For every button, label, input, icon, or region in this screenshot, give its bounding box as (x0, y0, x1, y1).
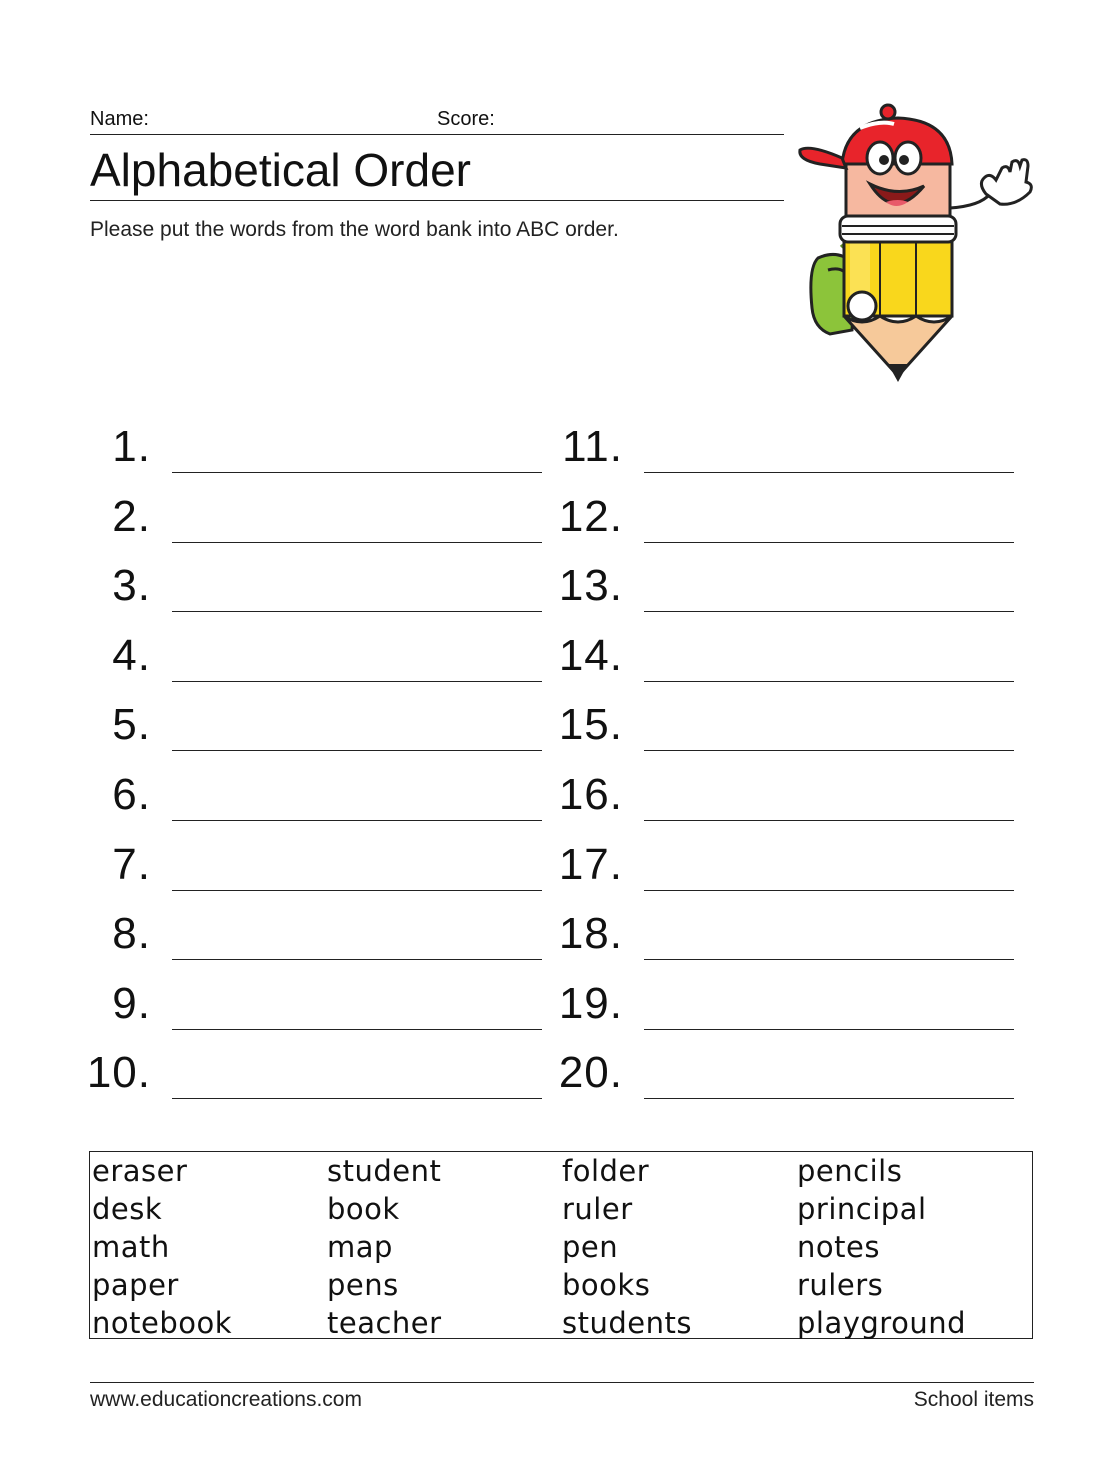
answer-blank-line[interactable] (644, 959, 1014, 960)
answer-number: 4. (112, 630, 151, 680)
answer-number: 18. (558, 909, 623, 959)
word-bank-word: paper (92, 1268, 179, 1302)
answer-number: 15. (558, 700, 623, 750)
answer-blank-line[interactable] (172, 472, 542, 473)
footer-url[interactable]: www.educationcreations.com (90, 1388, 362, 1411)
word-bank-word: ruler (562, 1192, 633, 1226)
word-bank-word: students (562, 1306, 692, 1340)
answer-number: 11. (562, 422, 623, 471)
answer-blank-line[interactable] (644, 750, 1014, 751)
word-bank-word: notes (797, 1230, 880, 1264)
answer-blank-line[interactable] (172, 820, 542, 821)
answer-number: 14. (558, 630, 623, 680)
answer-blank-line[interactable] (644, 542, 1014, 543)
word-bank-word: math (92, 1230, 170, 1264)
answer-blank-line[interactable] (644, 472, 1014, 473)
answer-number: 12. (558, 491, 623, 541)
answer-blank-line[interactable] (644, 611, 1014, 612)
answer-blank-line[interactable] (644, 1029, 1014, 1030)
answer-number: 3. (112, 561, 151, 611)
word-bank-word: book (327, 1192, 400, 1226)
answer-number: 17. (558, 839, 623, 889)
answer-number: 13. (558, 561, 623, 611)
word-bank-word: playground (797, 1306, 967, 1340)
answer-number: 5. (112, 700, 151, 750)
answer-number: 20. (558, 1048, 623, 1098)
instructions-text: Please put the words from the word bank into ABC order. (90, 218, 619, 241)
answer-number: 19. (558, 978, 623, 1028)
footer-divider (90, 1382, 1034, 1383)
pencil-mascot-icon (790, 98, 1040, 390)
answer-blank-line[interactable] (644, 890, 1014, 891)
score-label: Score: (437, 108, 495, 130)
answer-blank-line[interactable] (172, 1098, 542, 1099)
word-bank-column (92, 1152, 232, 1342)
word-bank-word: desk (92, 1192, 163, 1226)
answer-blank-line[interactable] (644, 820, 1014, 821)
word-bank (89, 1151, 1033, 1339)
footer-topic: School items (913, 1388, 1034, 1411)
answer-number: 16. (558, 769, 623, 819)
page-title: Alphabetical Order (90, 142, 784, 201)
answer-number: 6. (112, 769, 151, 819)
answer-blank-line[interactable] (172, 611, 542, 612)
answer-number: 1. (112, 422, 151, 471)
word-bank-word: pens (327, 1268, 399, 1302)
answer-blank-line[interactable] (172, 1029, 542, 1030)
word-bank-column (562, 1152, 692, 1342)
word-bank-word: principal (797, 1192, 927, 1226)
answer-number: 8. (112, 909, 151, 959)
answer-blank-line[interactable] (172, 542, 542, 543)
word-bank-word: folder (562, 1154, 650, 1188)
word-bank-word: eraser (92, 1154, 188, 1188)
answer-blank-line[interactable] (172, 681, 542, 682)
answer-blank-line[interactable] (172, 890, 542, 891)
word-bank-word: student (327, 1154, 442, 1188)
word-bank-word: books (562, 1268, 651, 1302)
answer-blank-line[interactable] (172, 750, 542, 751)
word-bank-word: pen (562, 1230, 619, 1264)
answer-blank-line[interactable] (644, 1098, 1014, 1099)
word-bank-word: teacher (327, 1306, 442, 1340)
word-bank-word: notebook (92, 1306, 233, 1340)
header-row (90, 106, 784, 135)
answer-number: 10. (86, 1048, 151, 1098)
word-bank-word: map (327, 1230, 393, 1264)
answer-number: 7. (112, 839, 151, 889)
word-bank-column (797, 1152, 966, 1342)
word-bank-word: rulers (797, 1268, 884, 1302)
answer-number: 9. (112, 978, 151, 1028)
name-label: Name: (90, 108, 149, 130)
word-bank-column (327, 1152, 442, 1342)
answer-blank-line[interactable] (172, 959, 542, 960)
word-bank-word: pencils (797, 1154, 903, 1188)
answer-blank-line[interactable] (644, 681, 1014, 682)
answer-number: 2. (112, 491, 151, 541)
